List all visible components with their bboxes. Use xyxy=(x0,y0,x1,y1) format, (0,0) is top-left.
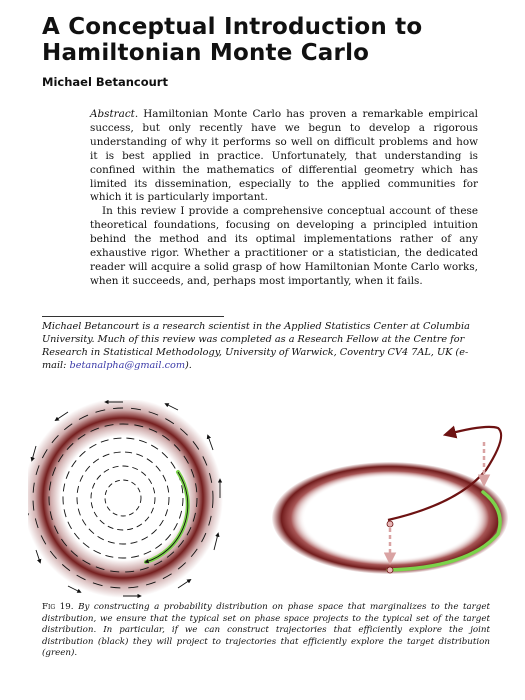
abstract-text-1: Hamiltonian Monte Carlo has proven a remarkable empirical success, but only recently have we begun to develop a rigorous understanding of why it performs so well on difficult problems and how it is best applied in practice. Unfortunately, that understanding is confined within the mathematics of differential geometry which has limited its dissemination, especially to the applied communities for which it is particularly important. xyxy=(90,108,478,204)
caption-text: By constructing a probability distribution on phase space that marginalizes to the target distribution, we ensure that the typical set on phase space projects to the typical set of the target distribution. In particular, if we can construct trajectories that efficiently explore the joint distribution (black) they will project to trajectories that efficiently explore the target distribution (green). xyxy=(42,602,490,659)
figure-caption xyxy=(42,602,490,660)
phase-space-illustration xyxy=(28,400,518,600)
typical-set-ring xyxy=(28,400,223,598)
projected-start-point xyxy=(387,567,393,573)
abstract xyxy=(90,108,478,289)
figure-19 xyxy=(28,400,518,600)
abstract-paragraph-1 xyxy=(90,108,478,205)
footnote-email-link[interactable]: betanalpha@gmail.com xyxy=(69,360,186,372)
paper-author: Michael Betancourt xyxy=(42,75,168,89)
projection-panel xyxy=(272,427,508,574)
abstract-paragraph-2: In this review I provide a comprehensive conceptual account of these theoretical foundations, focusing on developing a principled intuition behind the method and its optimal implementations rather of any exhaustive rigor. Whether a practitioner or a statistician, the dedicated reader will acquire a solid grasp of how Hamiltonian Monte Carlo works, when it succeeds, and, perhaps most importantly, when it fails. xyxy=(90,205,478,287)
footnote-rule xyxy=(42,316,224,317)
caption-label: Fig 19. xyxy=(42,602,74,612)
footnote-text: Michael Betancourt is a research scientist in the Applied Statistics Center at Columbia University. Much of this review was completed as a Research Fellow at the Centre for Research in Statistical Methodology, University of Warwick, Coventry CV4 7AL, UK (e-mail: xyxy=(42,321,470,372)
start-point xyxy=(387,521,393,527)
author-footnote xyxy=(42,320,482,372)
paper-title: A Conceptual Introduction to Hamiltonian Monte Carlo xyxy=(42,14,423,66)
phase-space-panel xyxy=(28,400,223,598)
footnote-end: ). xyxy=(185,360,192,372)
abstract-label: Abstract. xyxy=(90,108,139,120)
